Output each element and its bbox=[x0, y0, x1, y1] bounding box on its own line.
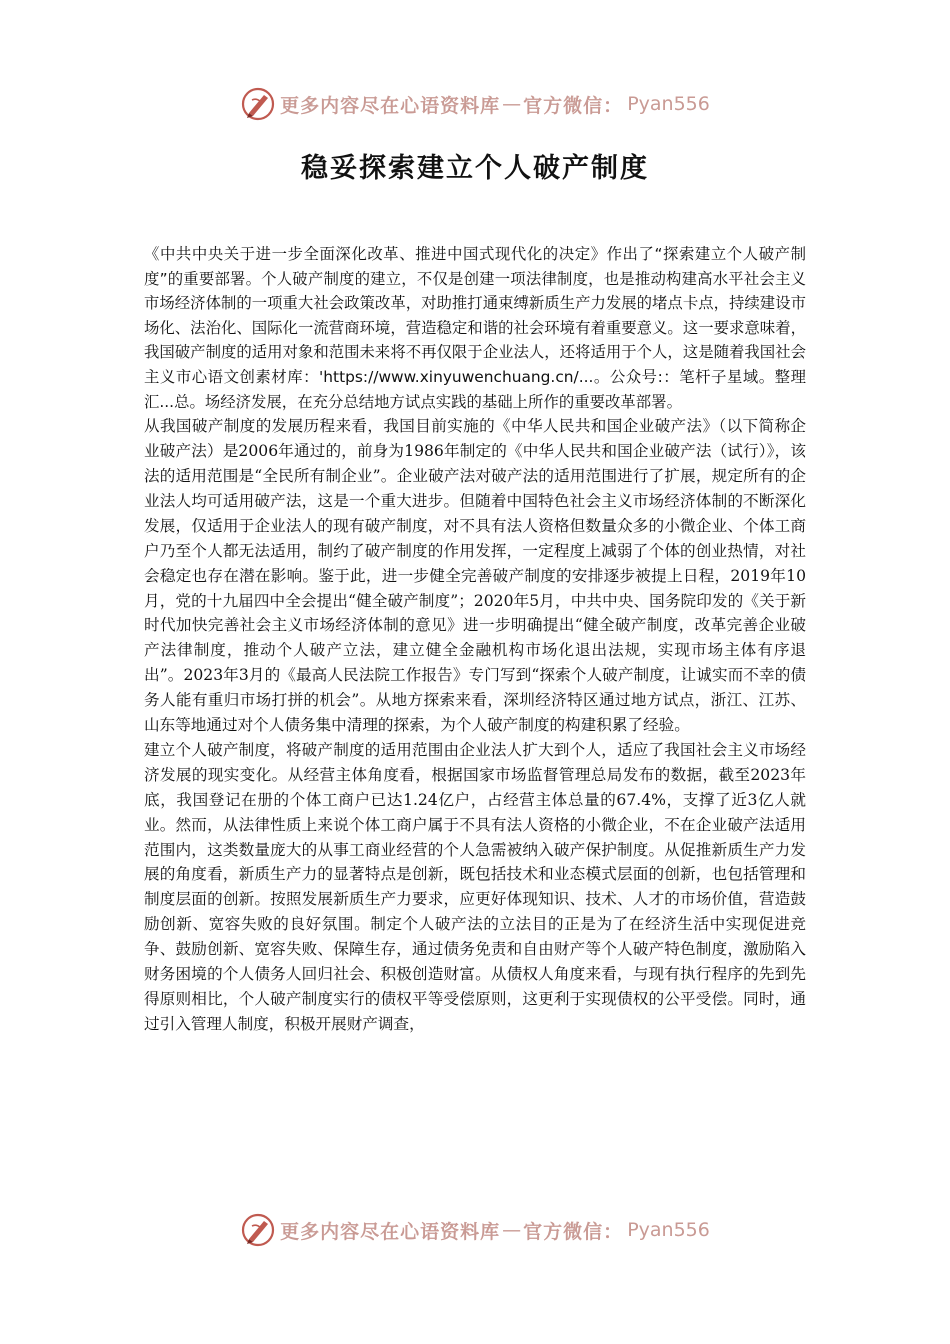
pen-logo-icon bbox=[240, 86, 276, 122]
intro-paragraph: 《中共中央关于进一步全面深化改革、推进中国式现代化的决定》作出了“探索建立个人破产制度”的重要部署。个人破产制度的建立，不仅是创建一项法律制度，也是推动构建高水平社会主义市场经济体制的一项重大社会政策改革，对助推打通束缚新质生产力发展的堵点卡点，持续建设市场化、法治化、国际化一流营商环境，营造稳定和谐的社会环境有着重要意义。这一要求意味着，我国破产制度的适用对象和范围未来将不再仅限于企业法人，还将适用于个人，这是随着我国社会主义市心语文创素材库：'https://www.xinyuwenchuang.cn/...。公众号:：笔杆子星域。整理汇...总。场经济发展，在充分总结地方试点实践的基础上所作的重要改革部署。 bbox=[144, 245, 806, 411]
document-title: 稳妥探索建立个人破产制度 bbox=[301, 153, 649, 184]
watermark-text: 更多内容尽在心语资料库 bbox=[280, 94, 501, 117]
watermark-label: 官方微信： bbox=[523, 1220, 624, 1243]
watermark-separator: — bbox=[502, 1219, 522, 1241]
watermark-label: 官方微信： bbox=[523, 94, 624, 117]
pen-logo-icon bbox=[240, 1212, 276, 1248]
footer-watermark bbox=[0, 1210, 950, 1250]
header-watermark bbox=[0, 84, 950, 124]
watermark-text: 更多内容尽在心语资料库 bbox=[280, 1220, 501, 1243]
body-paragraph-1: 从我国破产制度的发展历程来看，我国目前实施的《中华人民共和国企业破产法》（以下简称企业破产法）是2006年通过的，前身为1986年制定的《中华人民共和国企业破产法（试行）》，该法的适用范围是“全民所有制企业”。企业破产法对破产法的适用范围进行了扩展，规定所有的企业法人均可适用破产法，这是一个重大进步。但随着中国特色社会主义市场经济体制的不断深化发展，仅适用于企业法人的现有破产制度，对不具有法人资格但数量众多的小微企业、个体工商户乃至个人都无法适用，制约了破产制度的作用发挥，一定程度上减弱了个体的创业热情，对社会稳定也存在潜在影响。鉴于此，进一步健全完善破产制度的安排逐步被提上日程，2019年10月，党的十九届四中全会提出“健全破产制度”；2020年5月，中共中央、国务院印发的《关于新时代加快完善社会主义市场经济体制的意见》进一步明确提出“健全破产制度，改革完善企业破产法律制度，推动个人破产立法，建立健全金融机构市场化退出法规，实现市场主体有序退出”。2023年3月的《最高人民法院工作报告》专门写到“探索个人破产制度，让诚实而不幸的债务人能有重归市场打拼的机会”。从地方探索来看，深圳经济特区通过地方试点，浙江、江苏、山东等地通过对个人债务集中清理的探索，为个人破产制度的构建积累了经验。 bbox=[144, 417, 806, 735]
watermark-account: Pyan556 bbox=[627, 93, 710, 115]
watermark-account: Pyan556 bbox=[627, 1219, 710, 1241]
watermark-separator: — bbox=[502, 93, 522, 115]
document-body bbox=[144, 242, 806, 1037]
body-paragraph-2: 建立个人破产制度，将破产制度的适用范围由企业法人扩大到个人，适应了我国社会主义市场经济发展的现实变化。从经营主体角度看，根据国家市场监督管理总局发布的数据，截至2023年底，我国登记在册的个体工商户已达1.24亿户，占经营主体总量的67.4%，支撑了近3亿人就业。然而，从法律性质上来说个体工商户属于不具有法人资格的小微企业，不在企业破产法适用范围内，这类数量庞大的从事工商业经营的个人急需被纳入破产保护制度。从促推新质生产力发展的角度看，新质生产力的显著特点是创新，既包括技术和业态模式层面的创新，也包括管理和制度层面的创新。按照发展新质生产力要求，应更好体现知识、技术、人才的市场价值，营造鼓励创新、宽容失败的良好氛围。制定个人破产法的立法目的正是为了在经济生活中实现促进竞争、鼓励创新、宽容失败、保障生存，通过债务免责和自由财产等个人破产特色制度，激励陷入财务困境的个人债务人回归社会、积极创造财富。从债权人角度来看，与现有执行程序的先到先得原则相比，个人破产制度实行的债权平等受偿原则，这更利于实现债权的公平受偿。同时，通过引入管理人制度，积极开展财产调查， bbox=[144, 740, 806, 1033]
